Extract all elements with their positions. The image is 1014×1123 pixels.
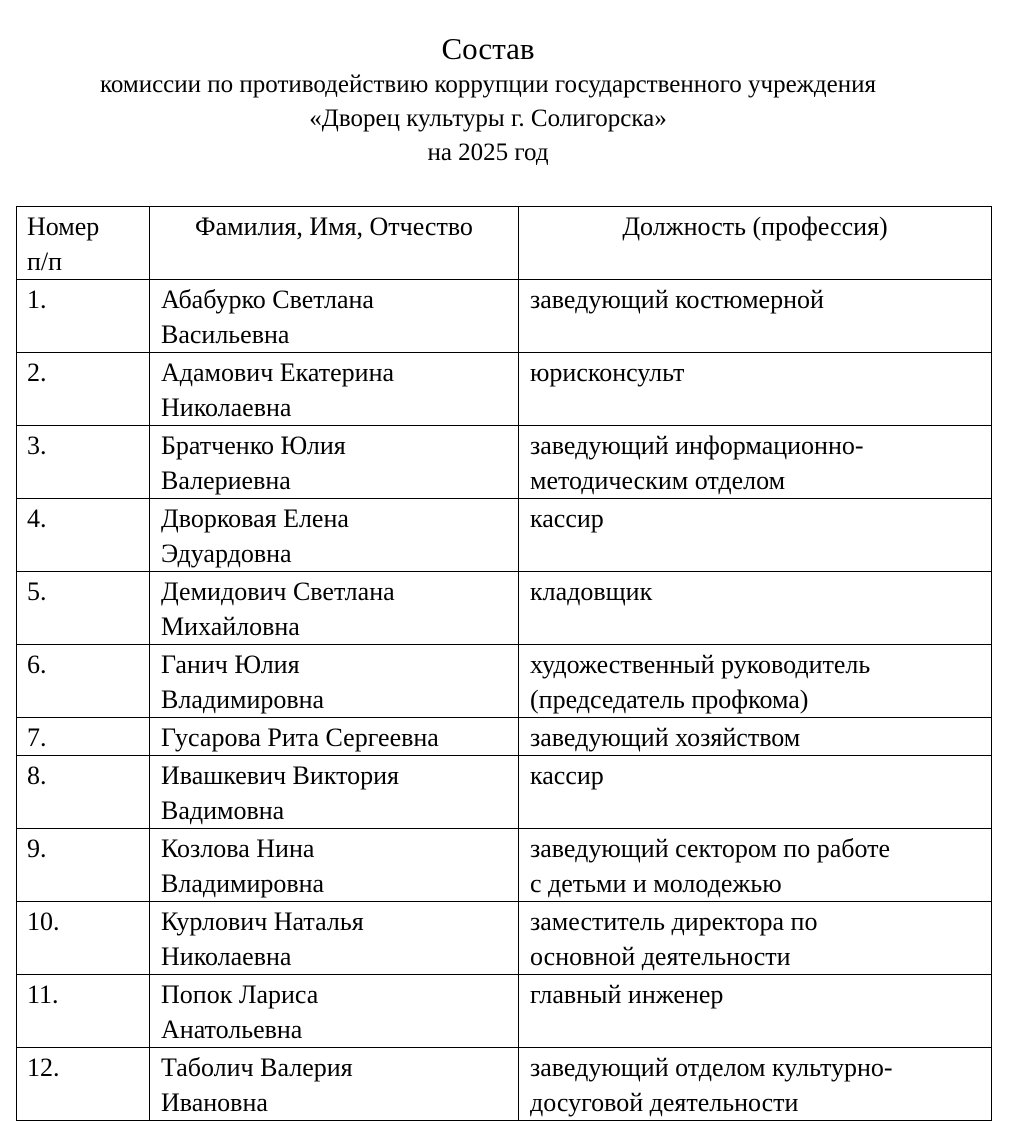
row-number: 3. — [17, 426, 150, 499]
document-header — [0, 30, 976, 170]
member-full-name: Гусарова Рита Сергеевна — [150, 718, 519, 756]
row-number: 9. — [17, 829, 150, 902]
table-row — [17, 426, 992, 499]
member-position: художественный руководитель (председатель профкома) — [519, 645, 992, 718]
member-full-name: Ивашкевич Виктория Вадимовна — [150, 756, 519, 829]
member-position: заведующий костюмерной — [519, 280, 992, 353]
member-full-name: Абабурко Светлана Васильевна — [150, 280, 519, 353]
table-row — [17, 756, 992, 829]
member-full-name: Ганич Юлия Владимировна — [150, 645, 519, 718]
member-full-name: Курлович Наталья Николаевна — [150, 902, 519, 975]
table-body — [17, 280, 992, 1121]
row-number: 5. — [17, 572, 150, 645]
table-row — [17, 645, 992, 718]
table-header-row — [17, 207, 992, 280]
member-full-name: Демидович Светлана Михайловна — [150, 572, 519, 645]
row-number: 11. — [17, 975, 150, 1048]
row-number: 7. — [17, 718, 150, 756]
row-number: 1. — [17, 280, 150, 353]
column-header-number: Номер п/п — [17, 207, 150, 280]
member-position: кассир — [519, 756, 992, 829]
member-position: заведующий отделом культурно- досуговой деятельности — [519, 1048, 992, 1121]
subtitle-line-commission: комиссии по противодействию коррупции государственного учреждения — [99, 71, 877, 98]
member-position: заведующий сектором по работе с детьми и молодежью — [519, 829, 992, 902]
row-number: 2. — [17, 353, 150, 426]
row-number: 4. — [17, 499, 150, 572]
subtitle-line-year: на 2025 год — [427, 139, 549, 166]
column-header-name: Фамилия, Имя, Отчество — [150, 207, 519, 280]
column-header-position: Должность (профессия) — [519, 207, 992, 280]
row-number: 8. — [17, 756, 150, 829]
member-full-name: Попок Лариса Анатольевна — [150, 975, 519, 1048]
table-row — [17, 902, 992, 975]
member-full-name: Козлова Нина Владимировна — [150, 829, 519, 902]
table-row — [17, 718, 992, 756]
member-full-name: Дворковая Елена Эдуардовна — [150, 499, 519, 572]
table-row — [17, 829, 992, 902]
commission-members-table — [16, 206, 992, 1121]
table-row — [17, 280, 992, 353]
table-row — [17, 975, 992, 1048]
subtitle-line-institution: «Дворец культуры г. Солигорска» — [309, 105, 667, 132]
table-row — [17, 353, 992, 426]
member-position: кладовщик — [519, 572, 992, 645]
member-full-name: Адамович Екатерина Николаевна — [150, 353, 519, 426]
member-position: главный инженер — [519, 975, 992, 1048]
row-number: 12. — [17, 1048, 150, 1121]
member-position: заведующий хозяйством — [519, 718, 992, 756]
member-full-name: Братченко Юлия Валериевна — [150, 426, 519, 499]
member-position: юрисконсульт — [519, 353, 992, 426]
table-row — [17, 572, 992, 645]
document-title: Состав — [441, 31, 535, 66]
member-position: заведующий информационно- методическим отделом — [519, 426, 992, 499]
table-row — [17, 499, 992, 572]
table-row — [17, 1048, 992, 1121]
member-position: кассир — [519, 499, 992, 572]
row-number: 10. — [17, 902, 150, 975]
row-number: 6. — [17, 645, 150, 718]
member-position: заместитель директора по основной деятельности — [519, 902, 992, 975]
member-full-name: Таболич Валерия Ивановна — [150, 1048, 519, 1121]
